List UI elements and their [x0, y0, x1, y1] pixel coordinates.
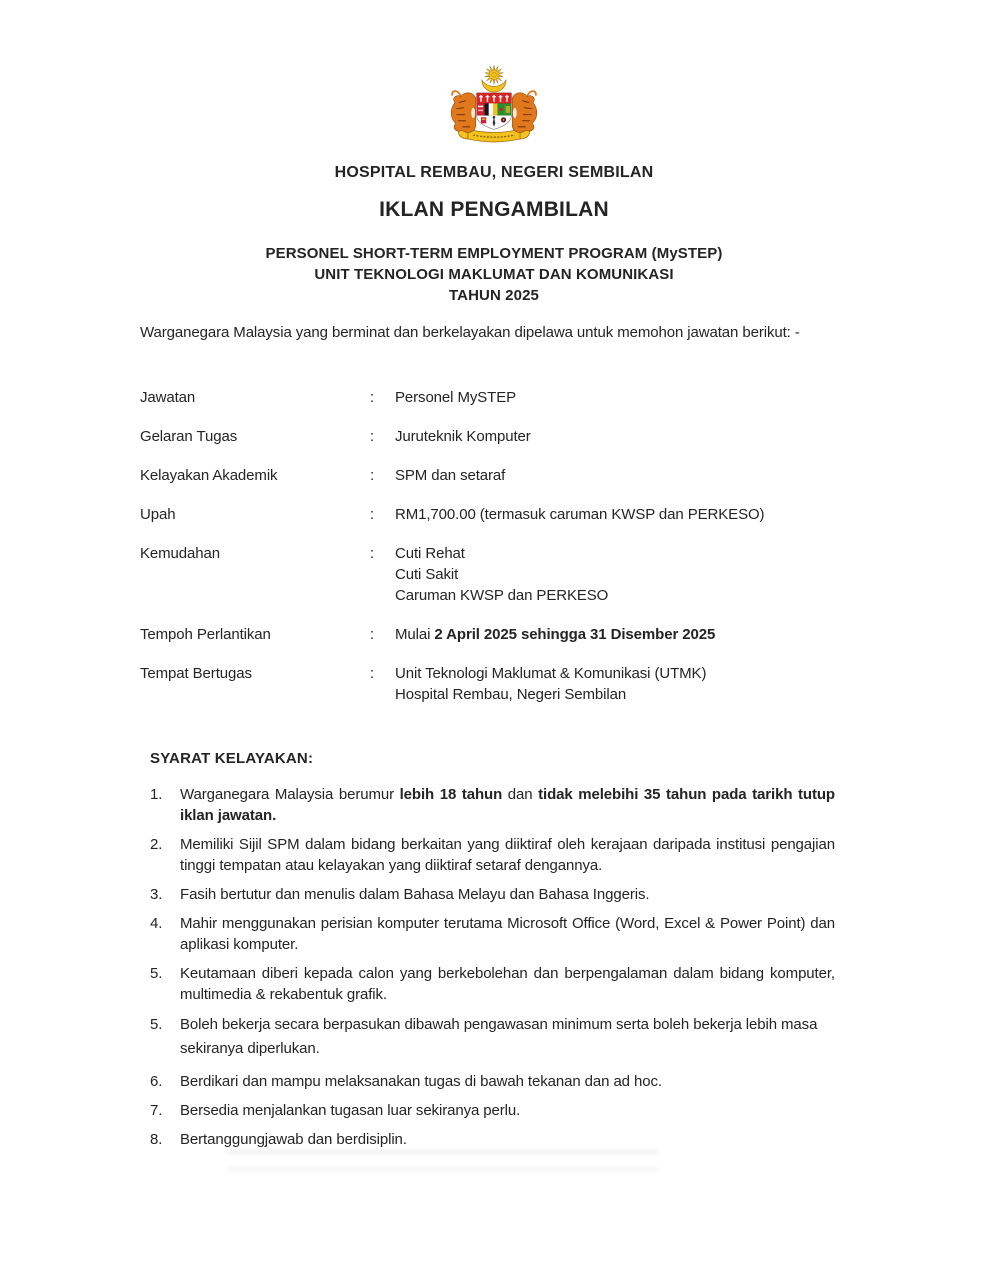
- detail-label: Tempoh Perlantikan: [140, 626, 271, 643]
- requirement-item: [150, 1071, 835, 1092]
- detail-colon: :: [370, 467, 375, 484]
- shield-icon: [477, 93, 512, 129]
- item-number: 5.: [150, 1016, 163, 1033]
- requirement-item: [150, 834, 835, 876]
- item-number: 6.: [150, 1073, 163, 1090]
- item-text: [180, 784, 835, 826]
- item-text: Berdikari dan mampu melaksanakan tugas di bawah tekanan dan ad hoc.: [180, 1073, 662, 1090]
- detail-row-kelayakan-akademik: [140, 465, 835, 486]
- item-number: 2.: [150, 836, 163, 853]
- detail-value: [395, 663, 835, 705]
- subtitle-year-line: TAHUN 2025: [449, 287, 539, 304]
- item-number: 3.: [150, 886, 163, 903]
- item-text: Bertanggungjawab dan berdisiplin.: [180, 1131, 407, 1148]
- detail-colon: :: [370, 428, 375, 445]
- item-text-bold: lebih 18 tahun: [399, 786, 503, 803]
- tiger-right-icon: [512, 91, 537, 132]
- detail-value: [395, 543, 835, 606]
- requirements-list: [150, 784, 835, 1150]
- detail-row-gelaran-tugas: [140, 426, 835, 447]
- item-number: 1.: [150, 786, 163, 803]
- item-number: 4.: [150, 915, 163, 932]
- intro-text: Warganegara Malaysia yang berminat dan berkelayakan dipelawa untuk memohon jawatan berikut: -: [140, 324, 800, 341]
- detail-row-tempat-bertugas: [140, 663, 835, 705]
- scan-bleedthrough-artifact: [228, 1148, 658, 1178]
- detail-row-tempoh-perlantikan: [140, 624, 835, 645]
- detail-value-line: Cuti Rehat: [395, 545, 465, 562]
- item-text: Keutamaan diberi kepada calon yang berkebolehan dan berpengalaman dalam bidang komputer, multimedia & rekabentuk grafik.: [180, 965, 835, 1003]
- detail-label: Kelayakan Akademik: [140, 467, 278, 484]
- detail-label: Tempat Bertugas: [140, 665, 252, 682]
- detail-value: Juruteknik Komputer: [395, 428, 531, 445]
- detail-label: Upah: [140, 506, 176, 523]
- item-text: Memiliki Sijil SPM dalam bidang berkaitan yang diiktiraf oleh kerajaan daripada institusi pengajian tinggi tempatan atau kelayakan yang diiktiraf setaraf dengannya.: [180, 836, 835, 874]
- detail-colon: :: [370, 626, 375, 643]
- item-number: 5.: [150, 965, 163, 982]
- requirement-item: [150, 884, 835, 905]
- item-number: 7.: [150, 1102, 163, 1119]
- subtitle-unit-line: UNIT TEKNOLOGI MAKLUMAT DAN KOMUNIKASI: [314, 266, 674, 283]
- item-text-segment: Warganegara Malaysia berumur: [180, 786, 400, 803]
- requirement-item: [150, 1129, 835, 1150]
- detail-label: Gelaran Tugas: [140, 428, 238, 445]
- subtitle-program-line: PERSONEL SHORT-TERM EMPLOYMENT PROGRAM (MySTEP): [265, 245, 723, 262]
- document-subtitle: [0, 243, 988, 306]
- detail-colon: :: [370, 389, 375, 406]
- detail-colon: :: [370, 665, 375, 682]
- item-text: Boleh bekerja secara berpasukan dibawah pengawasan minimum serta boleh bekerja lebih masa sekiranya diperlukan.: [180, 1016, 818, 1057]
- star-and-crescent-icon: [482, 65, 506, 92]
- detail-value-line: Hospital Rembau, Negeri Sembilan: [395, 686, 627, 703]
- item-text-bold: tidak melebihi 35 tahun pada tarikh tutup iklan jawatan.: [180, 786, 835, 824]
- requirement-item: [150, 913, 835, 955]
- detail-value-line: Unit Teknologi Maklumat & Komunikasi (UTMK): [395, 665, 707, 682]
- detail-value: RM1,700.00 (termasuk caruman KWSP dan PERKESO): [395, 506, 765, 523]
- detail-label: Jawatan: [140, 389, 196, 406]
- detail-row-jawatan: [140, 387, 835, 408]
- item-text: Fasih bertutur dan menulis dalam Bahasa Melayu dan Bahasa Inggeris.: [180, 886, 650, 903]
- detail-value: Personel MySTEP: [395, 389, 517, 406]
- requirement-item: [150, 1100, 835, 1121]
- requirement-item: [150, 1013, 835, 1061]
- item-text-segment: dan: [502, 786, 539, 803]
- malaysia-coat-of-arms-icon: [442, 62, 546, 150]
- requirement-item: [150, 784, 835, 826]
- detail-value-line: Caruman KWSP dan PERKESO: [395, 587, 609, 604]
- detail-colon: :: [370, 545, 375, 562]
- detail-value: [395, 624, 835, 645]
- detail-label: Kemudahan: [140, 545, 220, 562]
- requirement-item: [150, 963, 835, 1005]
- item-text: Mahir menggunakan perisian komputer terutama Microsoft Office (Word, Excel & Power Point) dan aplikasi komputer.: [180, 915, 835, 953]
- requirements-heading: SYARAT KELAYAKAN:: [150, 750, 314, 767]
- detail-colon: :: [370, 506, 375, 523]
- detail-value-line: Cuti Sakit: [395, 566, 459, 583]
- item-text: Bersedia menjalankan tugasan luar sekiranya perlu.: [180, 1102, 521, 1119]
- detail-row-kemudahan: [140, 543, 835, 606]
- detail-value-bold: 2 April 2025 sehingga 31 Disember 2025: [434, 626, 716, 643]
- detail-value: SPM dan setaraf: [395, 467, 506, 484]
- hospital-name: HOSPITAL REMBAU, NEGERI SEMBILAN: [334, 164, 654, 181]
- detail-row-upah: [140, 504, 835, 525]
- document-title: IKLAN PENGAMBILAN: [379, 198, 609, 221]
- job-details-table: [140, 387, 835, 705]
- tiger-left-icon: [451, 91, 476, 132]
- item-number: 8.: [150, 1131, 163, 1148]
- detail-value-prefix: Mulai: [395, 626, 435, 643]
